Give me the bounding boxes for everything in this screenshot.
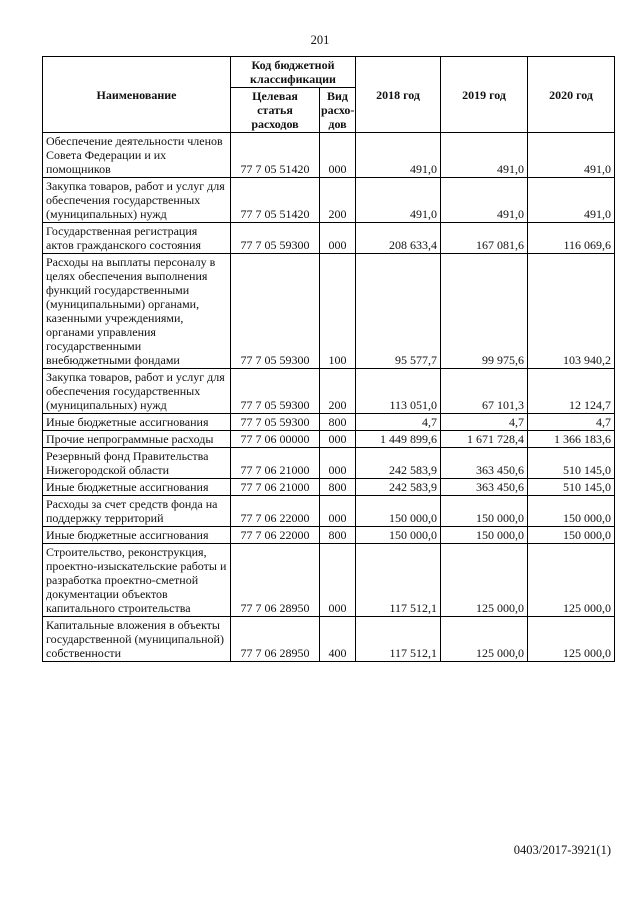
row-vid: 000 [320,133,356,178]
row-2020: 510 145,0 [528,448,615,479]
row-2018: 150 000,0 [356,527,441,544]
row-code: 77 7 06 22000 [231,527,320,544]
row-2018: 491,0 [356,133,441,178]
row-2019: 363 450,6 [441,448,528,479]
row-2018: 117 512,1 [356,617,441,662]
row-name: Иные бюджетные ассигнования [43,479,231,496]
table-row [43,414,615,431]
row-vid: 200 [320,369,356,414]
row-name: Резервный фонд Правительства Нижегородской области [43,448,231,479]
row-2020: 125 000,0 [528,617,615,662]
row-code: 77 7 06 21000 [231,448,320,479]
table-row [43,448,615,479]
document-code: 0403/2017-3921(1) [513,843,611,857]
row-2020: 491,0 [528,133,615,178]
row-2018: 95 577,7 [356,254,441,369]
row-2019: 167 081,6 [441,223,528,254]
row-code: 77 7 05 59300 [231,414,320,431]
row-code: 77 7 05 59300 [231,223,320,254]
row-2018: 4,7 [356,414,441,431]
row-vid: 200 [320,178,356,223]
row-2019: 150 000,0 [441,496,528,527]
row-name: Прочие непрограммные расходы [43,431,231,448]
row-code: 77 7 06 28950 [231,544,320,617]
row-2020: 491,0 [528,178,615,223]
table-row [43,479,615,496]
row-2020: 103 940,2 [528,254,615,369]
row-2018: 150 000,0 [356,496,441,527]
row-2019: 67 101,3 [441,369,528,414]
row-vid: 000 [320,544,356,617]
row-vid: 400 [320,617,356,662]
row-2018: 208 633,4 [356,223,441,254]
row-vid: 800 [320,479,356,496]
table-row [43,496,615,527]
row-code: 77 7 05 51420 [231,178,320,223]
row-2020: 1 366 183,6 [528,431,615,448]
table-row [43,369,615,414]
row-code: 77 7 06 22000 [231,496,320,527]
row-vid: 100 [320,254,356,369]
row-name: Капитальные вложения в объекты государственной (муниципальной) собственности [43,617,231,662]
row-2018: 1 449 899,6 [356,431,441,448]
row-2018: 242 583,9 [356,448,441,479]
row-name: Закупка товаров, работ и услуг для обеспечения государственных (муниципальных) нужд [43,178,231,223]
row-code: 77 7 06 28950 [231,617,320,662]
table-row [43,527,615,544]
header-target-article: Целевая статья расходов [231,88,320,133]
row-2018: 242 583,9 [356,479,441,496]
row-2019: 125 000,0 [441,544,528,617]
row-name: Закупка товаров, работ и услуг для обеспечения государственных (муниципальных) нужд [43,369,231,414]
row-vid: 000 [320,431,356,448]
row-2018: 113 051,0 [356,369,441,414]
row-name: Обеспечение деятельности членов Совета Федерации и их помощников [43,133,231,178]
row-2019: 125 000,0 [441,617,528,662]
table-row [43,133,615,178]
row-name: Строительство, реконструкция, проектно-изыскательские работы и разработка проектно-сметной документации объектов капитального строительства [43,544,231,617]
table-row [43,431,615,448]
table-row [43,254,615,369]
row-2020: 125 000,0 [528,544,615,617]
header-expense-type: Вид расхо-дов [321,89,355,131]
row-name: Иные бюджетные ассигнования [43,527,231,544]
row-2019: 99 975,6 [441,254,528,369]
row-2019: 363 450,6 [441,479,528,496]
row-2018: 491,0 [356,178,441,223]
table-row [43,544,615,617]
row-2020: 12 124,7 [528,369,615,414]
row-vid: 800 [320,527,356,544]
row-name: Расходы на выплаты персоналу в целях обеспечения выполнения функций государственными (муниципальными) органами, казенными учреждениями, органами управления государственными внебюджетными фондами [43,254,231,369]
header-row [43,57,615,88]
row-name: Иные бюджетные ассигнования [43,414,231,431]
row-2020: 150 000,0 [528,496,615,527]
header-code-group: Код бюджетной классификации [231,57,356,88]
table-row [43,617,615,662]
page-number: 201 [310,33,330,47]
row-2018: 117 512,1 [356,544,441,617]
row-code: 77 7 05 51420 [231,133,320,178]
budget-table [42,56,615,662]
row-2019: 1 671 728,4 [441,431,528,448]
row-name: Государственная регистрация актов гражданского состояния [43,223,231,254]
header-year-2020: 2020 год [528,57,615,133]
row-code: 77 7 06 21000 [231,479,320,496]
row-code: 77 7 06 00000 [231,431,320,448]
row-vid: 000 [320,448,356,479]
header-year-2018: 2018 год [356,57,441,133]
row-2020: 4,7 [528,414,615,431]
row-code: 77 7 05 59300 [231,254,320,369]
table-row [43,223,615,254]
row-2020: 510 145,0 [528,479,615,496]
row-vid: 000 [320,223,356,254]
row-2019: 4,7 [441,414,528,431]
row-2019: 491,0 [441,178,528,223]
row-code: 77 7 05 59300 [231,369,320,414]
row-2019: 150 000,0 [441,527,528,544]
table-row [43,178,615,223]
header-name: Наименование [43,57,231,133]
row-2020: 150 000,0 [528,527,615,544]
row-vid: 000 [320,496,356,527]
header-year-2019: 2019 год [441,57,528,133]
row-2019: 491,0 [441,133,528,178]
row-2020: 116 069,6 [528,223,615,254]
row-vid: 800 [320,414,356,431]
row-name: Расходы за счет средств фонда на поддержку территорий [43,496,231,527]
